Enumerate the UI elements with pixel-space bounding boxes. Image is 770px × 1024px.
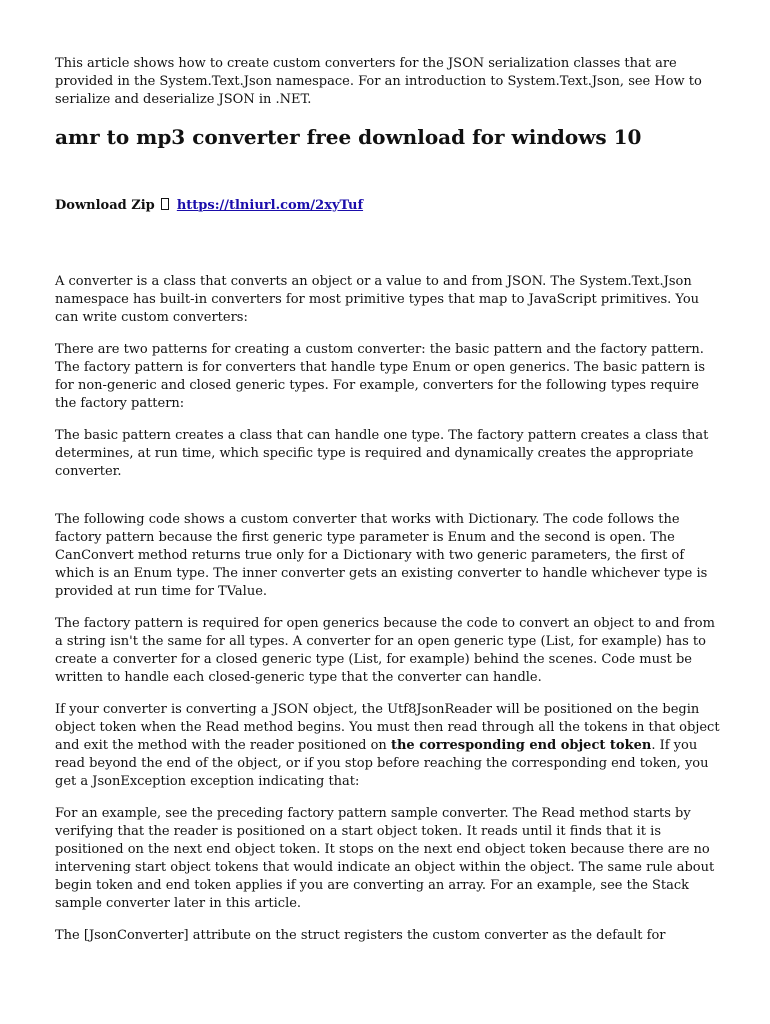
paragraph-json-object-bold: the corresponding end object token [390, 738, 652, 753]
paragraph-json-object-end: . If you read beyond the end of the object, or if you stop before reaching the corresponding end token, you get a JsonException exception indicating that: [55, 738, 709, 789]
paragraph-open-generics: The factory pattern is required for open generics because the code to convert an object to and from a string isn't the same for all types. A converter for an open generic type (List, for example) has to create a converter for a closed generic type (List, for example) behind the scenes. Code must be written to handle each closed-generic type that the converter can handle. [55, 616, 715, 685]
paragraph-jsonconverter-attribute: The [JsonConverter] attribute on the struct registers the custom converter as the default for [55, 928, 666, 943]
download-line [55, 197, 720, 215]
paragraph-json-object [55, 701, 720, 791]
paragraph-converter-definition: A converter is a class that converts an object or a value to and from JSON. The System.Text.Json namespace has built-in converters for most primitive types that map to JavaScript primitives. You can write custom converters: [55, 274, 700, 325]
paragraph-basic-pattern: The basic pattern creates a class that can handle one type. The factory pattern creates a class that determines, at run time, which specific type is required and dynamically creates the appropriate converter. [55, 428, 709, 479]
paragraph-patterns: There are two patterns for creating a custom converter: the basic pattern and the factory pattern. The factory pattern is for converters that handle type Enum or open generics. The basic pattern is for non-generic and closed generic types. For example, converters for the following types require the factory pattern: [55, 342, 706, 411]
box-glyph-icon [161, 198, 169, 210]
download-link[interactable]: https://tlniurl.com/2xyTuf [176, 198, 364, 213]
paragraph-dictionary-example: The following code shows a custom converter that works with Dictionary. The code follows the factory pattern because the first generic type parameter is Enum and the second is open. The CanConvert method returns true only for a Dictionary with two generic parameters, the first of which is an Enum type. The inner converter gets an existing converter to handle whichever type is provided at run time for TValue. [55, 512, 708, 599]
download-label: Download Zip [55, 198, 155, 213]
intro-paragraph: This article shows how to create custom converters for the JSON serialization classes that are provided in the System.Text.Json namespace. For an introduction to System.Text.Json, see How to serialize and deserialize JSON in .NET. [55, 56, 702, 107]
page-title: amr to mp3 converter free download for windows 10 [55, 125, 642, 149]
document-page [55, 55, 720, 945]
paragraph-json-object-start: If your converter is converting a JSON object, the Utf8JsonReader will be positioned on the begin object token when the Read method begins. You must then read through all the tokens in that object and exit the method with the reader positioned on [55, 702, 720, 753]
paragraph-read-method-example: For an example, see the preceding factory pattern sample converter. The Read method starts by verifying that the reader is positioned on a start object token. It reads until it finds that it is positioned on the next end object token. It stops on the next end object token because there are no intervening start object tokens that would indicate an object within the object. The same rule about begin token and end token applies if you are converting an array. For an example, see the Stack sample converter later in this article. [55, 806, 715, 911]
